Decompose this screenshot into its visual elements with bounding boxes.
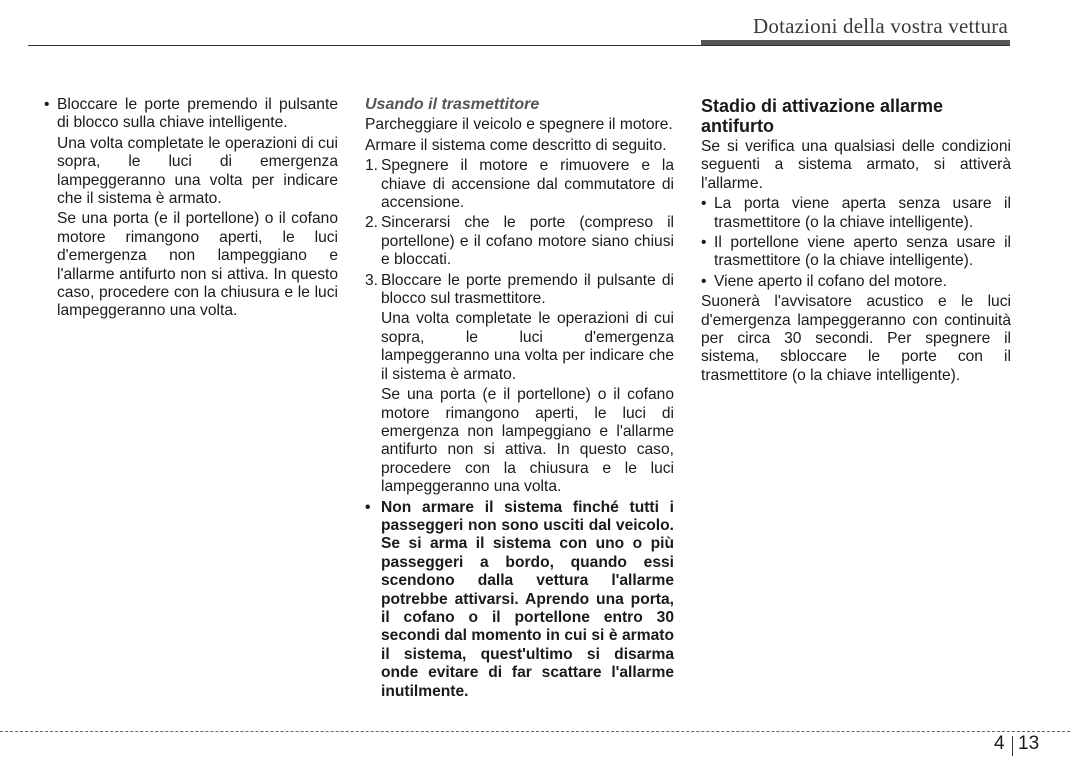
section-title: Stadio di attivazione allarme antifurto (701, 96, 944, 136)
section-subheading: Usando il trasmettitore (365, 96, 540, 113)
numbered-step (365, 157, 674, 212)
warning-note (365, 499, 674, 701)
list-item (701, 195, 1011, 232)
bullet-mark: • (701, 272, 707, 290)
column-2 (365, 96, 674, 701)
list-item (701, 234, 1011, 271)
bullet-text: Il portellone viene aperto senza usare il trasmettitore (o la chiave intelligente). (714, 234, 1011, 270)
bullet-mark: • (44, 96, 50, 113)
bullet-text: La porta viene aperta senza usare il trasmettitore (o la chiave intelligente). (714, 195, 1011, 231)
bullet-mark: • (365, 498, 371, 516)
page-number: 13 (1018, 733, 1040, 754)
paragraph: Se si verifica una qualsiasi delle condizioni seguenti a sistema armato, si attiverà l'allarme. (701, 138, 1011, 192)
step-number: 1. (365, 157, 379, 175)
bullet-mark: • (701, 234, 707, 252)
page-number-separator (1012, 736, 1013, 756)
footer-rule (0, 731, 1070, 732)
step-number: 2. (365, 214, 379, 232)
column-1 (44, 96, 338, 323)
column-3 (701, 96, 1011, 387)
header-rule (28, 45, 1010, 46)
warning-text: Non armare il sistema finché tutti i passeggeri non sono usciti dal veicolo. Se si arma il sistema con uno o più passeggeri a bordo, quando essi scendono dalla vettura l'allarme potrebbe attivarsi. Aprendo una porta, il cofano o il portellone entro 30 secondi dal momento in cui si è armato il sistema, quest'ultimo si disarma onde evitare di far scattare l'allarme inutilmente. (381, 498, 674, 700)
bullet-mark: • (701, 195, 707, 213)
list-item (701, 273, 1011, 291)
step-number: 3. (365, 271, 379, 289)
paragraph: Una volta completate le operazioni di cui sopra, le luci di emergenza lampeggeranno una volta per indicare che il sistema è armato. (57, 134, 338, 208)
paragraph: Suonerà l'avvisatore acustico e le luci d'emergenza lampeggeranno con continuità per circa 30 secondi. Per spegnere il sistema, sbloccare le porte con il trasmettitore (o la chiave intelligente). (701, 293, 1011, 384)
bullet-text: Viene aperto il cofano del motore. (714, 272, 947, 290)
step-text: Bloccare le porte premendo il pulsante di blocco sul trasmettitore. (381, 271, 674, 308)
paragraph: Se una porta (e il portellone) o il cofano motore rimangono aperti, le luci d'emergenza non lampeggiano e l'allarme antifurto non si attiva. In questo caso, procedere con la chiusura e le luci lampeggeranno una volta. (57, 210, 338, 320)
step-text: Spegnere il motore e rimuovere e la chiave di accensione dal commutatore di accensione. (381, 157, 674, 212)
bullet-text: Bloccare le porte premendo il pulsante di blocco sulla chiave intelligente. (57, 96, 338, 132)
paragraph: Armare il sistema come descritto di seguito. (365, 136, 667, 154)
step-note: Se una porta (e il portellone) o il cofano motore rimangono aperti, le luci di emergenza non lampeggiano e l'allarme antifurto non si attiva. In questo caso, procedere con la chiusura e le luci lampeggeranno una volta. (381, 386, 674, 496)
step-text: Sincerarsi che le porte (compreso il portellone) e il cofano motore siano chiusi e bloccati. (381, 214, 674, 269)
chapter-number: 4 (994, 733, 1005, 754)
numbered-step (365, 214, 674, 269)
numbered-step (365, 272, 674, 309)
list-item (44, 96, 338, 133)
step-note: Una volta completate le operazioni di cui sopra, le luci d'emergenza lampeggeranno una volta per indicare che il sistema è armato. (381, 310, 674, 383)
paragraph: Parcheggiare il veicolo e spegnere il motore. (365, 116, 673, 134)
page-header-title: Dotazioni della vostra vettura (753, 14, 1008, 38)
